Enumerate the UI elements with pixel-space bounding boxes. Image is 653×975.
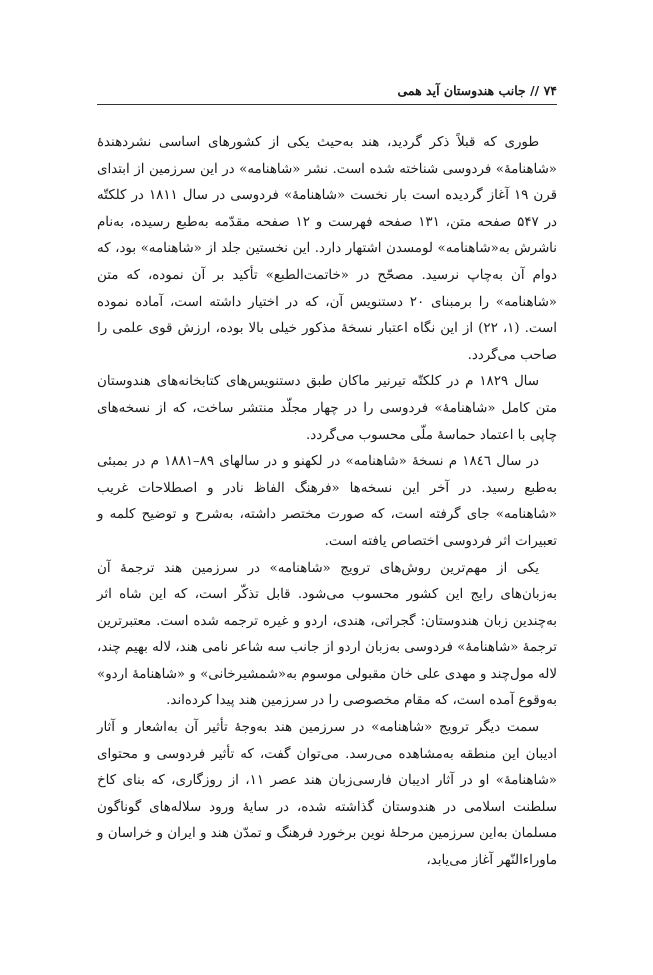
body-text xyxy=(97,130,557,875)
paragraph: یکی از مهم‌ترین روش‌های ترویج «شاهنامه» در سرزمین هند ترجمهٔ آن به‌زبان‌های رایج این کشور محسوب می‌شود. قابل تذکّر است، که این شاه اثر به‌چندین زبان هندوستان: گجراتی، هندی، اردو و غیره ترجمه شده است. معتبرترین ترجمهٔ «شاهنامهٔ» فردوسی به‌زبان اردو از جانب سه شاعر نامی هند، لاله بهیم چند، لاله مول‌چند و مهدی علی خان مقبولی موسوم به«شمشیرخانی» و «شاهنامهٔ اردو» به‌وقوع آمده است، که مقام مخصوصی را در سرزمین هند پیدا کرده‌اند. xyxy=(97,560,557,709)
paragraph: در سال ۱۸٤٦ م نسخهٔ «شاهنامه» در لکهنو و در سالهای ۸۹–۱۸۸۱ م در بمبئی به‌طبع رسید. در آخر این نسخه‌ها «فرهنگ الفاظ نادر و اصطلاحات غریب «شاهنامه» جای گرفته است، که صورت مختصر داشته، به‌شرح و توضیح کلمه و تعبیرات اثر فردوسی اختصاص یافته است. xyxy=(97,454,557,549)
running-header: ۷۴ // جانب هندوستان آید همی xyxy=(397,83,557,98)
header-rule xyxy=(97,104,557,105)
paragraph: سمت دیگر ترویج «شاهنامه» در سرزمین هند به‌وجهٔ تأثیر آن به‌اشعار و آثار ادیبان این منطقه به‌مشاهده می‌رسد. می‌توان گفت، که تأثیر فردوسی و محتوای «شاهنامهٔ» او در آثار ادیبان فارسی‌زبان هند عصر ۱۱، از روزگاری، که بنای کاخ سلطنت اسلامی در هندوستان گذاشته شده، در سایهٔ ورود سلاله‌های گوناگون مسلمان به‌این سرزمین مرحلهٔ نوین برخورد فرهنگ و تمدّن هند و ایران و خراسان و ماوراءالنّهر آغاز می‌یابد، xyxy=(97,720,557,869)
paragraph: سال ۱۸۲۹ م در کلکتّه تیرنیر ماکان طبق دستنویس‌های کتابخانه‌های هندوستان متن کامل «شاهنامهٔ» فردوسی را در چهار مجلّد منتشر ساخت، که از نسخه‌های چاپی با اعتماد حماسهٔ ملّی محسوب می‌گردد. xyxy=(97,374,557,443)
paragraph: طوری که قبلاً ذکر گردید، هند به‌حیث یکی از کشورهای اساسی نشردهندهٔ «شاهنامهٔ» فردوسی شناخته شده است. نشر «شاهنامه» در این سرزمین از ابتدای قرن ۱۹ آغاز گردیده است بار نخست «شاهنامهٔ» فردوسی در سال ۱۸۱۱ در کلکتّه در ۵۴۷ صفحه متن، ۱۳۱ صفحه فهرست و ۱۲ صفحه مقدّمه به‌طبع رسیده، به‌نام ناشرش به«شاهنامه» لومسدن اشتهار دارد. این نخستین جلد از «شاهنامه» بود، که دوام آن به‌چاپ نرسید. مصحّح در «خاتمت‌الطبع» تأکید بر آن نموده، که متن «شاهنامه» را برمبنای ۲۰ دستنویس آن، که در اختیار داشته است، آماده نموده است. (۱، ۲۲) از این نگاه اعتبار نسخهٔ مذکور خیلی بالا بوده، ارزش قوی علمی را صاحب می‌گردد. xyxy=(97,135,558,363)
